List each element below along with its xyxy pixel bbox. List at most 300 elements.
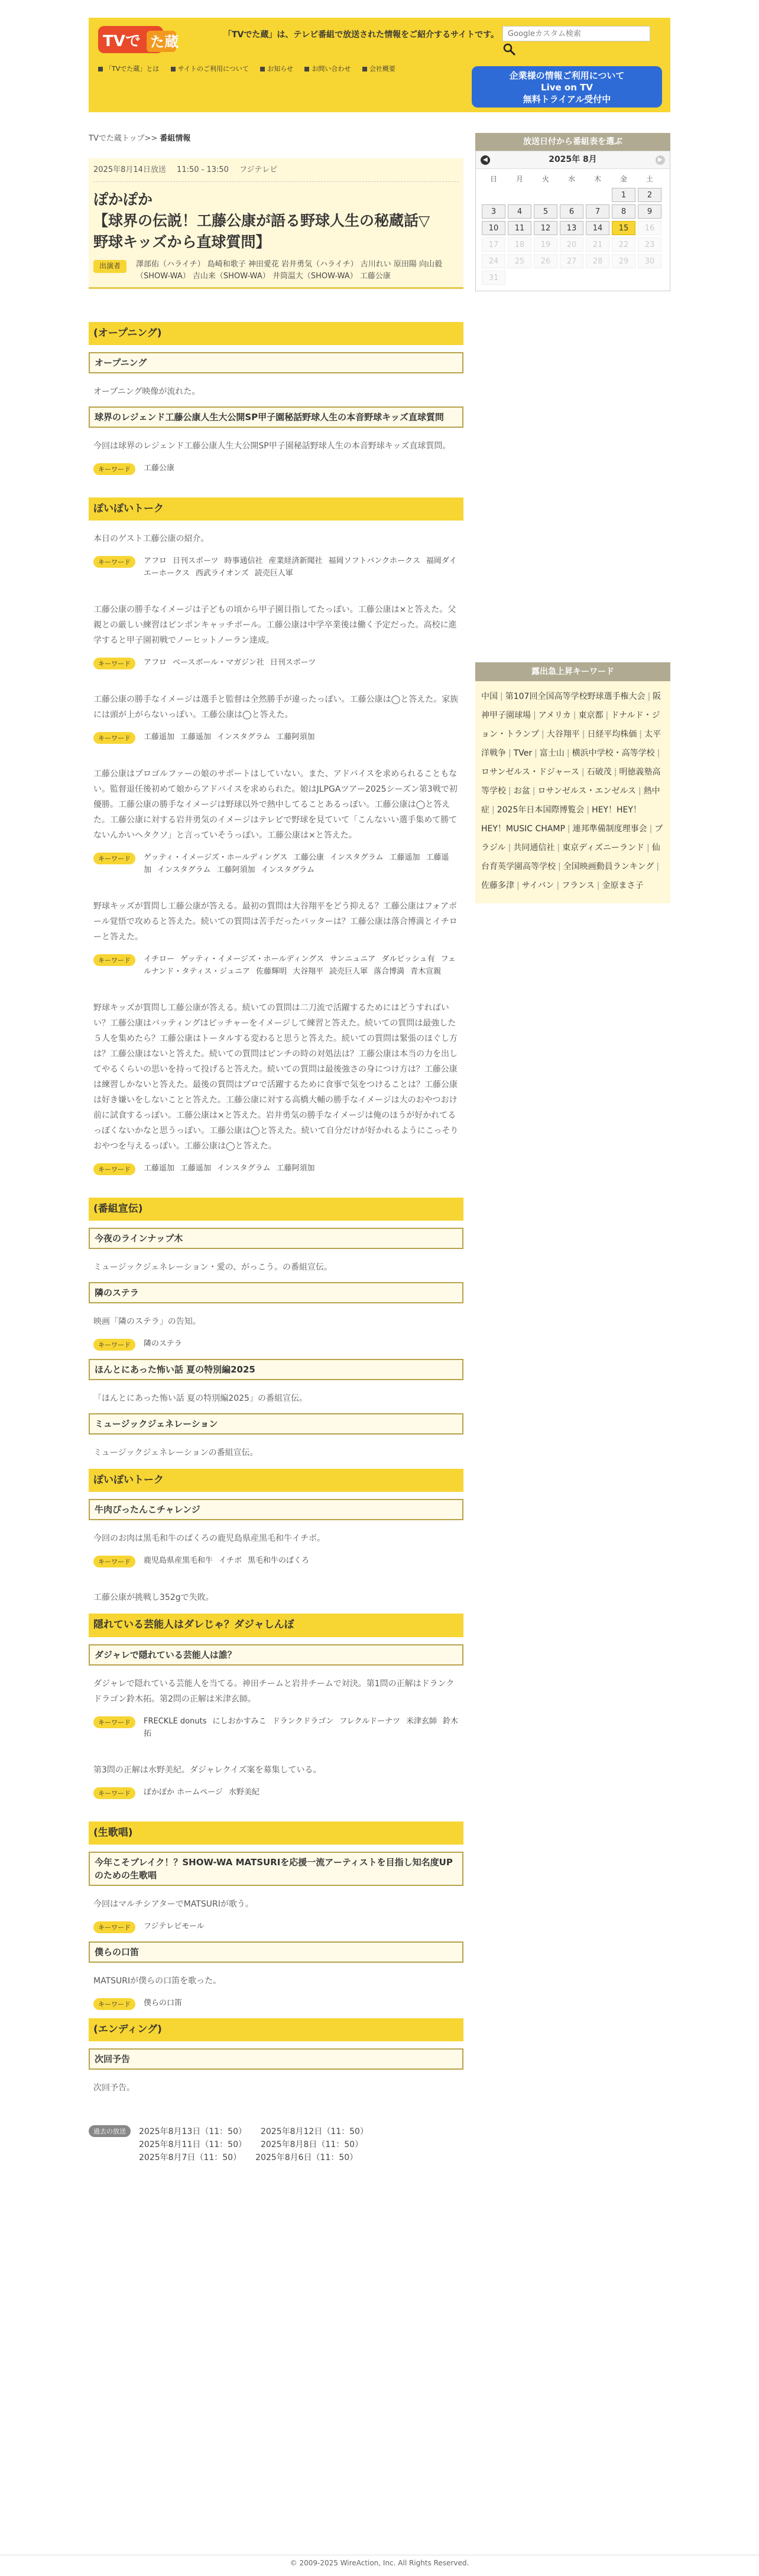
calendar-heading: 放送日付から番組表を選ぶ — [475, 133, 670, 151]
topic-text: 次回予告。 — [93, 2083, 135, 2093]
keyword-separator: | — [596, 881, 600, 890]
keyword-separator: | — [541, 730, 544, 739]
trending-keyword-link[interactable]: 大谷翔平 — [546, 730, 580, 739]
airing-link[interactable]: 2025年8月11日（11：50） — [139, 2139, 246, 2149]
keyword-separator: | — [566, 749, 570, 758]
keyword-separator: | — [533, 711, 536, 720]
keyword-separator: | — [508, 843, 511, 853]
weekday-label: 火 — [541, 175, 549, 183]
keyword-row — [93, 953, 459, 978]
keyword-link[interactable]: ゲッティ・イメージズ・ホールディングス — [180, 954, 324, 964]
trending-keyword-link[interactable]: HEY！HEY！HEY！MUSIC CHAMP — [481, 805, 641, 834]
calendar-day[interactable]: 2 — [638, 188, 661, 202]
calendar-day[interactable]: 10 — [482, 221, 505, 235]
keyword-separator: | — [532, 786, 536, 796]
keyword-link[interactable]: 工藤公康 — [293, 853, 324, 862]
trending-keyword-link[interactable]: 金原まさ子 — [602, 881, 644, 890]
trending-keyword-link[interactable]: フランス — [562, 881, 595, 890]
keyword-link[interactable]: インスタグラム — [217, 1163, 271, 1173]
topic-heading: 牛肉ぴったんこチャレンジ — [89, 1499, 463, 1520]
trending-keyword-link[interactable]: ドナルド・ジョン・トランプ — [481, 711, 660, 739]
topic-text: 本日のゲスト工藤公康の紹介。 — [93, 534, 209, 544]
live-button-line3: 無料トライアル受付中 — [523, 94, 611, 105]
calendar-empty — [560, 188, 583, 202]
keyword-link[interactable]: 日刊スポーツ — [270, 658, 316, 667]
topic-heading: 今夜のラインナップ木 — [89, 1228, 463, 1249]
breadcrumb-home[interactable]: TVでた蔵トップ>> — [89, 134, 158, 143]
keyword-link[interactable]: 産業経済新聞社 — [268, 556, 323, 565]
keyword-separator: | — [646, 843, 650, 853]
svg-text:た蔵: た蔵 — [150, 34, 179, 50]
calendar-grid — [476, 169, 670, 291]
performers-list[interactable]: 澤部佑（ハライチ） 島崎和歌子 神田愛花 岩井勇気（ハライチ） 古川れい 原田陽 向山毅（SHOW-WA） 吉山来（SHOW-WA） 井筒温大（SHOW-WA） 工藤公康 — [136, 259, 443, 281]
topic-text: ミュージックジェネレーション・愛の、がっこう。の番組宣伝。 — [93, 1263, 333, 1273]
keyword-link[interactable]: 鈴木拓 — [144, 1716, 458, 1738]
keywords-heading: 露出急上昇キーワード — [475, 662, 670, 681]
trending-keyword-link[interactable]: 中国 — [481, 692, 498, 701]
trending-keyword-link[interactable]: 第107回全国高等学校野球選手権大会 — [505, 692, 646, 701]
keyword-separator: | — [558, 862, 561, 871]
keyword-row — [93, 462, 459, 475]
topic-text: 今回は球界のレジェンド工藤公康人生大公開SP甲子園秘話野球人生の本音野球キッズ直球質問。 — [93, 441, 451, 451]
topic-text: 工藤公康が挑戦し352gで失敗。 — [93, 1593, 214, 1603]
calendar-week — [482, 238, 664, 252]
program-info — [89, 158, 463, 289]
keyword-separator: | — [605, 711, 609, 720]
calendar-day[interactable]: 9 — [638, 204, 661, 219]
topic-heading: 今年こそブレイク！？SHOW-WA MATSURIを応援一流アーティストを目指し知名度UPのための生歌唱 — [89, 1852, 463, 1886]
keyword-link[interactable]: 落合博満 — [374, 967, 405, 976]
trending-keyword-link[interactable]: TVer — [513, 749, 533, 758]
keyword-separator: | — [614, 767, 617, 777]
keyword-link[interactable]: 青木宣親 — [410, 967, 442, 976]
trending-keyword-link[interactable]: お盆 — [513, 786, 530, 796]
section-heading: (生歌唱) — [89, 1822, 463, 1845]
keyword-list — [144, 731, 321, 744]
calendar-day[interactable]: 1 — [612, 188, 635, 202]
calendar-day: 27 — [560, 254, 583, 268]
other-airings-list — [139, 2125, 382, 2164]
site-header — [89, 18, 670, 112]
trending-keyword-link[interactable]: サイバン — [521, 881, 554, 890]
trending-keyword-link[interactable]: 2025年日本国際博覧会 — [497, 805, 585, 815]
live-on-tv-button[interactable] — [472, 66, 662, 108]
calendar-week — [482, 271, 664, 285]
bullet-icon — [304, 67, 309, 71]
search-icon[interactable] — [502, 43, 517, 57]
topic-text: 工藤公康はプロゴルファーの娘のサポートはしていない。また、アドバイスを求められることもない。監督退任後初めて娘からアドバイスを求められた。娘はJLPGAツアー2025シーズン第3戦で初優勝。工藤公康の勝手なイメージは野球以外で熱中してることあるっぽい。工藤公康は◯と答えた。工藤公康に対する岩井勇気のイメージはテレビで野球を見ていて「こんないい選手集めて勝てないんかいヘタクソ」と言っていそうっぽい。工藤公康は×と答えた。 — [93, 769, 458, 840]
trending-keyword-link[interactable]: 全国映画動員ランキング — [563, 862, 654, 871]
trending-keyword-link[interactable]: 東京都 — [578, 711, 604, 720]
weekday-label: 土 — [646, 175, 653, 183]
keyword-separator: | — [492, 805, 495, 815]
trending-keyword-link[interactable]: 横浜中学校・高等学校 — [572, 749, 655, 758]
keyword-list — [144, 953, 459, 978]
calendar-empty — [638, 271, 661, 285]
trending-keyword-link[interactable]: 明徳義塾高等学校 — [481, 767, 661, 796]
calendar-day[interactable]: 4 — [508, 204, 531, 219]
calendar-week — [482, 254, 664, 268]
topic-text: 映画「隣のステラ」の告知。 — [93, 1317, 201, 1327]
trending-keyword-link[interactable]: 東京ディズニーランド — [562, 843, 644, 853]
keyword-link[interactable]: インスタグラム — [330, 853, 384, 862]
site-logo[interactable] — [97, 22, 180, 58]
keyword-list — [144, 1997, 188, 2010]
calendar-day: 24 — [482, 254, 505, 268]
calendar-day[interactable]: 3 — [482, 204, 505, 219]
weekday-label: 水 — [567, 175, 575, 183]
keyword-link[interactable]: 僕らの口笛 — [144, 1998, 183, 2008]
trending-keyword-link[interactable]: 富士山 — [539, 749, 565, 758]
keyword-link[interactable]: 日刊スポーツ — [173, 556, 219, 565]
sidebar — [475, 133, 670, 903]
keyword-link[interactable]: 工藤遥加 — [144, 853, 449, 874]
keyword-link[interactable]: 米津玄師 — [406, 1716, 437, 1726]
calendar-weekdays — [482, 173, 664, 186]
trending-keyword-link[interactable]: ロサンゼルス・ドジャース — [481, 767, 579, 777]
keyword-link[interactable]: ゲッティ・イメージズ・ホールディングス — [144, 853, 287, 862]
breadcrumb-current: 番組情報 — [160, 134, 191, 143]
trending-keyword-link[interactable]: ロサンゼルス・エンゼルス — [537, 786, 636, 796]
keyword-row — [93, 851, 459, 876]
keyword-link[interactable]: インスタグラム — [261, 865, 314, 874]
keyword-list — [144, 1786, 265, 1799]
keyword-separator: | — [638, 786, 641, 796]
keyword-link[interactable]: ドランクドラゴン — [272, 1716, 334, 1726]
keyword-label: キーワード — [93, 1556, 135, 1567]
keyword-link[interactable]: 工藤阿須加 — [216, 865, 255, 874]
calendar-day: 30 — [638, 254, 661, 268]
airing-link[interactable]: 2025年8月12日（11：50） — [260, 2126, 368, 2136]
keyword-row — [93, 1786, 459, 1799]
keyword-link[interactable]: 工藤遥加 — [180, 1163, 212, 1173]
section-heading: ぽいぽいトーク — [89, 497, 463, 521]
calendar-month: 2025年 8月 — [549, 155, 597, 165]
keyword-link[interactable]: 福岡ダイエーホークス — [144, 556, 457, 578]
keyword-row — [93, 731, 459, 744]
calendar-day: 22 — [612, 238, 635, 252]
topic-text: 野球キッズが質問し工藤公康が答える。最初の質問は大谷翔平をどう抑える？工藤公康はフォアボール覚悟で攻めると答えた。続いての質問は苦手だったバッターは？工藤公康は落合博満とイチローと答えた。 — [93, 901, 458, 942]
topic-text: オープニング映像が流れた。 — [93, 386, 200, 396]
trending-keyword-link[interactable]: 太平洋戦争 — [481, 730, 661, 758]
calendar-day: 20 — [560, 238, 583, 252]
keyword-link[interactable]: にしおかすみこ — [212, 1716, 267, 1726]
topic-text: MATSURIが僕らの口笛を歌った。 — [93, 1976, 222, 1986]
keyword-link[interactable]: イチボ — [219, 1556, 242, 1566]
search-input[interactable]: Googleカスタム検索 — [502, 26, 650, 41]
keyword-separator: | — [639, 730, 643, 739]
prev-month-icon[interactable]: ◀ — [481, 155, 490, 165]
calendar-nav — [476, 151, 670, 169]
keyword-label: キーワード — [93, 1163, 135, 1175]
calendar-day[interactable]: 6 — [560, 204, 583, 219]
nav-contact[interactable]: お問い合わせ — [304, 64, 351, 74]
section-heading: (番組宣伝) — [89, 1198, 463, 1221]
keyword-link[interactable]: ぽかぽか ホームページ — [144, 1787, 223, 1797]
keyword-separator: | — [500, 692, 503, 701]
weekday-label: 月 — [515, 175, 523, 183]
nav-news[interactable]: お知らせ — [260, 64, 293, 74]
calendar-day: 31 — [482, 271, 505, 285]
keyword-row — [93, 1920, 459, 1933]
keyword-link[interactable]: 隣のステラ — [144, 1339, 182, 1349]
main-content — [89, 133, 463, 2164]
keyword-row — [93, 1554, 459, 1567]
topic-heading: 隣のステラ — [89, 1282, 463, 1303]
calendar-day: 28 — [586, 254, 609, 268]
keyword-link[interactable]: 工藤阿須加 — [276, 732, 315, 741]
keyword-list — [144, 656, 322, 669]
calendar-empty — [482, 188, 505, 202]
keyword-label: キーワード — [93, 556, 135, 568]
calendar-empty — [534, 271, 557, 285]
keyword-row — [93, 1997, 459, 2010]
bullet-icon — [98, 67, 103, 71]
keyword-label: キーワード — [93, 1998, 135, 2010]
topic-heading: ほんとにあった怖い話 夏の特別編2025 — [89, 1359, 463, 1380]
calendar-day-today[interactable]: 15 — [612, 221, 635, 235]
keyword-list — [144, 1920, 210, 1933]
keyword-label: キーワード — [93, 853, 135, 864]
air-time: 11:50 - 13:50 — [177, 165, 229, 174]
keyword-link[interactable]: アフロ — [144, 658, 167, 667]
keyword-row — [93, 555, 459, 580]
air-date: 2025年8月14日放送 — [93, 165, 166, 174]
keyword-link[interactable]: 黒毛和牛のばくろ — [248, 1556, 310, 1566]
weekday-label: 木 — [593, 175, 601, 183]
trending-keyword-link[interactable]: 阪神甲子園球場 — [481, 692, 661, 720]
keyword-link[interactable]: 時事通信社 — [224, 556, 263, 565]
topic-text: ダジャレで隠れている芸能人を当てる。神田チームと岩井チームで対決。第1問の正解はドランクドラゴン鈴木拓。第2問の正解は米津玄師。 — [93, 1679, 455, 1704]
svg-text:TVで: TVで — [103, 32, 141, 50]
keyword-link[interactable]: イチロー — [144, 954, 175, 964]
keyword-label: キーワード — [93, 1921, 135, 1933]
next-month-icon: ▶ — [656, 155, 665, 165]
calendar-empty — [586, 188, 609, 202]
calendar-empty — [508, 188, 531, 202]
nav-usage[interactable]: サイトのご利用について — [171, 64, 249, 74]
other-airings — [89, 2125, 463, 2164]
calendar-day: 16 — [638, 221, 661, 235]
trending-keyword-link[interactable]: アメリカ — [538, 711, 571, 720]
keyword-separator: | — [586, 805, 590, 815]
program-sections — [89, 322, 463, 2096]
keyword-separator: | — [508, 786, 511, 796]
airing-link[interactable]: 2025年8月13日（11：50） — [139, 2126, 246, 2136]
bullet-icon — [260, 67, 265, 71]
trending-keyword-link[interactable]: 石破茂 — [586, 767, 612, 777]
keyword-separator: | — [582, 730, 585, 739]
keyword-label: キーワード — [93, 1716, 135, 1728]
keyword-link[interactable]: 大谷翔平 — [293, 967, 324, 976]
keyword-separator: | — [573, 711, 576, 720]
keyword-link[interactable]: 西武ライオンズ — [195, 568, 249, 578]
topic-text: 今回はマルチシアターでMATSURIが歌う。 — [93, 1899, 254, 1909]
nav-about[interactable]: 「TVでた蔵」とは — [98, 64, 159, 74]
topic-text: 工藤公康の勝手なイメージは子どもの頃から甲子園目指してたっぽい。工藤公康は×と答えた。父親との厳しい練習はピンポンキャッチボール。工藤公康は中学卒業後は働く予定だった。高校に進学すると甲子園初戦でノーヒットノーラン達成。 — [93, 604, 457, 645]
calendar-week — [482, 221, 664, 235]
keyword-separator: | — [557, 843, 560, 853]
topic-text: 工藤公康の勝手なイメージは選手と監督は全然勝手が違ったっぽい。工藤公康は◯と答えた。家族には頭が上がらないっぽい。工藤公康は◯と答えた。 — [93, 694, 459, 720]
topic-heading: ミュージックジェネレーション — [89, 1413, 463, 1435]
bullet-icon — [362, 67, 367, 71]
breadcrumb — [89, 133, 463, 145]
calendar-day[interactable]: 12 — [534, 221, 557, 235]
live-button-line1: 企業様の情報ご利用について — [509, 70, 625, 81]
keyword-list — [144, 1715, 459, 1740]
calendar — [475, 151, 670, 291]
topic-text: 第3問の正解は水野美紀。ダジャレクイズ案を募集している。 — [93, 1765, 322, 1775]
keyword-link[interactable]: 工藤遥加 — [389, 853, 420, 862]
calendar-week — [482, 188, 664, 202]
page-container — [89, 18, 670, 2162]
keyword-link[interactable]: インスタグラム — [157, 865, 211, 874]
calendar-day[interactable]: 13 — [560, 221, 583, 235]
calendar-day: 18 — [508, 238, 531, 252]
section-heading: 隠れている芸能人はダレじゃ？ダジャしんぼ — [89, 1614, 463, 1637]
keyword-label: キーワード — [93, 658, 135, 669]
calendar-empty — [508, 271, 531, 285]
other-airings-label: 過去の放送 — [89, 2125, 131, 2137]
keyword-link[interactable]: ダルビッシュ有 — [381, 954, 435, 964]
keyword-link[interactable]: 工藤阿須加 — [276, 1163, 315, 1173]
calendar-day: 29 — [612, 254, 635, 268]
channel: フジテレビ — [239, 165, 278, 174]
keyword-separator: | — [556, 881, 560, 890]
keyword-link[interactable]: サンニュニア — [330, 954, 376, 964]
calendar-day: 23 — [638, 238, 661, 252]
footer-copyright: © 2009-2025 WireAction, Inc. All Rights Reserved. — [0, 2555, 759, 2569]
keyword-separator: | — [517, 881, 520, 890]
keyword-label: キーワード — [93, 463, 135, 475]
keyword-link[interactable]: 鹿児島県産黒毛和牛 — [144, 1556, 213, 1566]
keyword-separator: | — [508, 749, 511, 758]
calendar-empty — [560, 271, 583, 285]
live-button-line2: Live on TV — [541, 82, 593, 93]
keyword-link[interactable]: フレクルドーナツ — [339, 1716, 400, 1726]
keyword-label: キーワード — [93, 954, 135, 966]
calendar-day: 19 — [534, 238, 557, 252]
calendar-day[interactable]: 14 — [586, 221, 609, 235]
keyword-list — [144, 1338, 188, 1351]
performers — [93, 259, 459, 282]
trending-keyword-link[interactable]: 共同通信社 — [513, 843, 555, 853]
keyword-link[interactable]: 工藤公康 — [144, 463, 175, 473]
keyword-link[interactable]: 工藤遥加 — [180, 732, 212, 741]
keyword-separator: | — [567, 824, 570, 834]
calendar-empty — [612, 271, 635, 285]
airing-link[interactable]: 2025年8月7日（11：50） — [139, 2152, 242, 2162]
calendar-day[interactable]: 5 — [534, 204, 557, 219]
calendar-day: 26 — [534, 254, 557, 268]
trending-keyword-link[interactable]: 熱中症 — [481, 786, 660, 815]
keyword-link[interactable]: 佐藤輝明 — [256, 967, 287, 976]
keyword-list — [144, 462, 180, 475]
keyword-separator: | — [656, 862, 660, 871]
section-heading: ぽいぽいトーク — [89, 1469, 463, 1492]
topic-text: 「ほんとにあった怖い話 夏の特別編2025」の番組宣伝。 — [93, 1394, 307, 1404]
keyword-separator: | — [647, 692, 651, 701]
trending-keywords — [475, 681, 670, 903]
keyword-list — [144, 851, 459, 876]
calendar-day[interactable]: 11 — [508, 221, 531, 235]
keyword-list — [144, 1162, 321, 1175]
keyword-link[interactable]: FRECKLE donuts — [144, 1716, 207, 1726]
program-title: ぽかぽか 【球界の伝説！工藤公康が語る野球人生の秘蔵話▽ 野球キッズから直球質問】 — [93, 190, 430, 251]
topic-heading: 次回予告 — [89, 2048, 463, 2070]
topic-heading: オープニング — [89, 352, 463, 373]
topic-heading: ダジャレで隠れている芸能人は誰？ — [89, 1644, 463, 1666]
topic-heading: 球界のレジェンド工藤公康人生大公開SP甲子園秘話野球人生の本音野球キッズ直球質問 — [89, 406, 463, 428]
topic-text: 野球キッズが質問し工藤公康が答える。続いての質問は二刀流で活躍するためにはどうすればいい？工藤公康はバッティングはピッチャーをイメージして練習と答えた。続いての質問は最強した５人を集めたら？工藤公康はトータルする変わると思うと答えた。続いての質問は緊張のほぐし方は？工藤公康はないと答えた。続いての質問はピンチの時の対処法は？工藤公康は本当の力を出してやるくらいの思いを持って投げると答えた。続いての質問は最後強さの身につけ方は？工藤公康は練習しかないと答えた。最後の質問はプロで活躍するために食事で気をつけることは？工藤公康は好き嫌いをしないことと答えた。工藤公康に対する高橋大輔の勝手なイメージは大のおやつおけ前に試食するっぽい。工藤公康は×と答えた。岩井勇気の勝手なイメージは俺のほうが好かれてるっぽくないかなと思うっぽい。工藤公康は◯と答えた。続いて自分だけが好かれるようにこっそりおやつを与えるっぽい。工藤公康は◯と答えた。 — [93, 1003, 459, 1151]
keyword-label: キーワード — [93, 1787, 135, 1799]
performers-label: 出演者 — [93, 260, 126, 273]
nav-company[interactable]: 会社概要 — [362, 64, 395, 74]
weekday-label: 金 — [619, 175, 627, 183]
keyword-link[interactable]: フジテレビモール — [144, 1921, 205, 1931]
keyword-row — [93, 1162, 459, 1175]
keyword-separator: | — [649, 824, 653, 834]
topic-text: 今回のお肉は黒毛和牛のばくろの鹿児島県産黒毛和牛イチボ。 — [93, 1534, 325, 1544]
keyword-separator: | — [657, 749, 660, 758]
keyword-separator: | — [534, 749, 537, 758]
keyword-link[interactable]: 読売巨人軍 — [329, 967, 368, 976]
bullet-icon — [171, 67, 176, 71]
keyword-link[interactable]: 福岡ソフトバンクホークス — [328, 556, 420, 565]
calendar-empty — [586, 271, 609, 285]
calendar-empty — [534, 188, 557, 202]
site-tagline: 「TVでた蔵」は、テレビ番組で放送された情報をご紹介するサイトです。 — [223, 30, 499, 40]
calendar-day: 17 — [482, 238, 505, 252]
airing-link[interactable]: 2025年8月6日（11：50） — [255, 2152, 358, 2162]
keyword-list — [144, 1554, 315, 1567]
top-nav — [98, 64, 429, 74]
trending-keyword-link[interactable]: 仙台育英学園高等学校 — [481, 843, 660, 871]
calendar-week — [482, 204, 664, 219]
keyword-link[interactable]: 水野美紀 — [228, 1787, 260, 1797]
keyword-list — [144, 555, 459, 580]
keyword-label: キーワード — [93, 732, 135, 744]
keyword-link[interactable]: アフロ — [144, 556, 167, 565]
trending-keyword-link[interactable]: ブラジル — [481, 824, 663, 853]
keyword-row — [93, 1715, 459, 1740]
keyword-row — [93, 1338, 459, 1351]
keyword-row — [93, 656, 459, 669]
calendar-day: 21 — [586, 238, 609, 252]
trending-keyword-link[interactable]: 佐藤多津 — [481, 881, 514, 890]
keyword-link[interactable]: インスタグラム — [217, 732, 271, 741]
section-heading: (オープニング) — [89, 322, 463, 345]
keyword-link[interactable]: 工藤遥加 — [144, 1163, 175, 1173]
topic-text: ミュージックジェネレーションの番組宣伝。 — [93, 1448, 258, 1458]
airing-link[interactable]: 2025年8月8日（11：50） — [260, 2139, 364, 2149]
keyword-label: キーワード — [93, 1339, 135, 1351]
keyword-link[interactable]: フェルナンド・タティス・ジュニア — [144, 954, 456, 976]
calendar-day[interactable]: 8 — [612, 204, 635, 219]
calendar-day[interactable]: 7 — [586, 204, 609, 219]
weekday-label: 日 — [489, 175, 497, 183]
keyword-separator: | — [581, 767, 585, 777]
keyword-link[interactable]: ベースボール・マガジン社 — [173, 658, 264, 667]
section-heading: (エンディング) — [89, 2018, 463, 2041]
trending-keyword-link[interactable]: 日経平均株価 — [587, 730, 637, 739]
calendar-day: 25 — [508, 254, 531, 268]
keyword-link[interactable]: 工藤遥加 — [144, 732, 175, 741]
trending-keyword-link[interactable]: 連邦準備制度理事会 — [572, 824, 647, 834]
topic-heading: 僕らの口笛 — [89, 1941, 463, 1963]
keyword-link[interactable]: 読売巨人軍 — [254, 568, 293, 578]
program-meta — [93, 164, 459, 182]
